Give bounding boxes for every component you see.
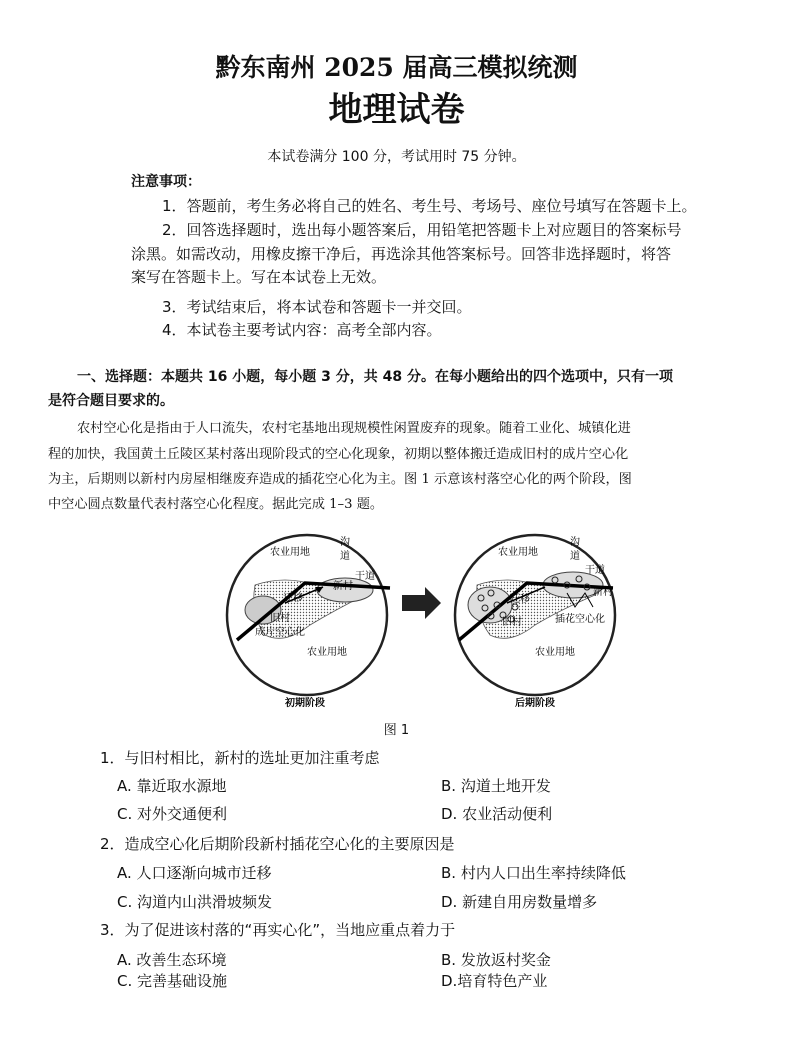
label-gully: 道 xyxy=(570,551,580,562)
label-gully: 沟 xyxy=(570,537,580,548)
label-hollow: 插花空心化 xyxy=(555,614,605,625)
label-old-village: 旧村 xyxy=(502,617,522,628)
label-old-village: 旧村 xyxy=(270,613,290,624)
passage-line: 中空心圆点数量代表村落空心化程度。据此完成 1–3 题。 xyxy=(48,497,384,512)
figure-1 xyxy=(215,515,635,715)
label-road: 干道 xyxy=(355,571,375,582)
subject-title: 地理试卷 xyxy=(328,90,465,130)
label-new-village: 新村 xyxy=(333,581,353,592)
question-1-stem: 1．与旧村相比，新村的选址更加注重考虑 xyxy=(100,749,380,767)
question-3-option-b: B. 发放返村奖金 xyxy=(441,951,551,969)
question-1-option-a: A. 靠近取水源地 xyxy=(117,777,227,795)
label-road: 干道 xyxy=(585,565,605,576)
label-hollow: 成片空心化 xyxy=(255,627,305,638)
question-1-option-b: B. 沟道土地开发 xyxy=(441,777,551,795)
question-3-option-c: C. 完善基础设施 xyxy=(117,972,228,990)
question-2-option-d: D. 新建自用房数量增多 xyxy=(441,893,598,911)
question-3-stem: 3．为了促进该村落的“再实心化”，当地应重点着力于 xyxy=(100,921,456,939)
label-farmland-bottom: 农业用地 xyxy=(535,647,575,658)
question-2-option-a: A. 人口逐渐向城市迁移 xyxy=(117,864,272,882)
section-heading-cont: 是符合题目要求的。 xyxy=(48,393,174,409)
label-migrate: 迁移 xyxy=(510,594,530,605)
label-gully: 道 xyxy=(340,551,350,562)
question-3-option-a: A. 改善生态环境 xyxy=(117,951,227,969)
label-stage: 后期阶段 xyxy=(515,698,555,709)
figure-right-panel xyxy=(455,535,615,709)
notice-heading: 注意事项： xyxy=(131,174,201,190)
label-stage: 初期阶段 xyxy=(285,698,325,709)
notice-item: 3．考试结束后，将本试卷和答题卡一并交回。 xyxy=(162,298,472,316)
passage-line: 程的加快，我国黄土丘陵区某村落出现阶段式的空心化现象，初期以整体搬迁造成旧村的成片空心化 xyxy=(48,447,629,462)
exam-info: 本试卷满分 100 分，考试用时 75 分钟。 xyxy=(267,149,526,165)
question-1-option-c: C. 对外交通便利 xyxy=(117,805,228,823)
question-3-option-d: D.培育特色产业 xyxy=(441,972,548,990)
label-farmland-top: 农业用地 xyxy=(270,547,310,558)
notice-item: 4．本试卷主要考试内容：高考全部内容。 xyxy=(162,321,442,339)
exam-title: 黔东南州 2025 届高三模拟统测 xyxy=(215,53,578,82)
label-farmland-bottom: 农业用地 xyxy=(307,647,347,658)
passage-line: 农村空心化是指由于人口流失，农村宅基地出现规模性闲置废弃的现象。随着工业化、城镇化进 xyxy=(77,421,631,436)
notice-item: 涂黑。如需改动，用橡皮擦干净后，再选涂其他答案标号。回答非选择题时，将答 xyxy=(131,245,672,263)
question-2-option-c: C. 沟道内山洪滑坡频发 xyxy=(117,893,273,911)
label-farmland-top: 农业用地 xyxy=(498,547,538,558)
question-2-option-b: B. 村内人口出生率持续降低 xyxy=(441,864,626,882)
label-new-village: 新村 xyxy=(593,587,613,598)
question-2-stem: 2．造成空心化后期阶段新村插花空心化的主要原因是 xyxy=(100,835,455,853)
notice-item: 2．回答选择题时，选出每小题答案后，用铅笔把答题卡上对应题目的答案标号 xyxy=(162,221,682,239)
stage-arrow xyxy=(402,587,441,619)
notice-item: 案写在答题卡上。写在本试卷上无效。 xyxy=(131,268,387,286)
label-gully: 沟 xyxy=(340,537,350,548)
question-1-option-d: D. 农业活动便利 xyxy=(441,805,553,823)
figure-left-panel xyxy=(227,535,390,709)
label-migrate: 迁移 xyxy=(283,593,303,604)
passage-line: 为主，后期则以新村内房屋相继废弃造成的插花空心化为主。图 1 示意该村落空心化的两个阶段，图 xyxy=(48,472,632,487)
section-heading: 一、选择题：本题共 16 小题，每小题 3 分，共 48 分。在每小题给出的四个选项中，只有一项 xyxy=(77,369,673,385)
figure-caption: 图 1 xyxy=(383,723,410,738)
notice-item: 1．答题前，考生务必将自己的姓名、考生号、考场号、座位号填写在答题卡上。 xyxy=(162,197,697,215)
